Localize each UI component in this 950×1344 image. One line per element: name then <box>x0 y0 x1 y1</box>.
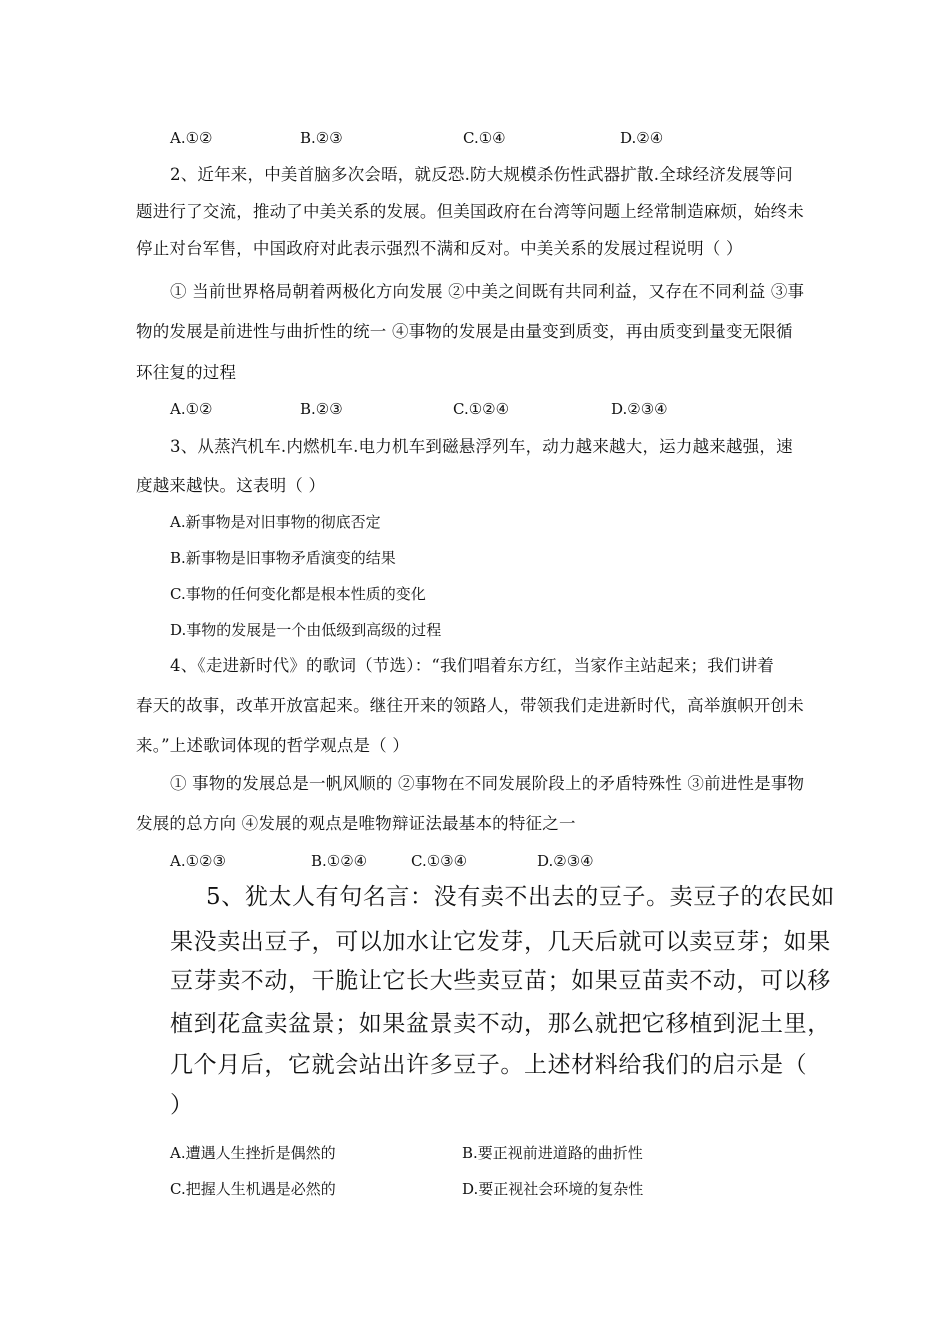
q3-option-d: D.事物的发展是一个由低级到高级的过程 <box>170 621 442 639</box>
q2-option-a: A.①② <box>170 400 213 418</box>
q4-statement-line-1: ① 事物的发展总是一帆风顺的 ②事物在不同发展阶段上的矛盾特殊性 ③前进性是事物 <box>170 774 805 793</box>
q1-option-b: B.②③ <box>300 129 343 147</box>
q5-stem-line-5: 几个月后，它就会站出许多豆子。上述材料给我们的启示是（ <box>170 1052 808 1078</box>
q4-stem-line-1: 4、《走进新时代》的歌词（节选）：“我们唱着东方红，当家作主站起来；我们讲着 <box>170 656 775 675</box>
q5-stem-line-2: 果没卖出豆子，可以加水让它发芽，几天后就可以卖豆芽；如果 <box>170 929 831 955</box>
q2-statement-line-3: 环往复的过程 <box>136 363 237 382</box>
q5-option-d: D.要正视社会环境的复杂性 <box>462 1180 644 1198</box>
q2-stem-line-2: 题进行了交流，推动了中美关系的发展。但美国政府在台湾等问题上经常制造麻烦，始终未 <box>136 202 804 221</box>
q2-statement-line-2: 物的发展是前进性与曲折性的统一 ④事物的发展是由量变到质变，再由质变到量变无限循 <box>136 322 793 341</box>
q5-stem-line-6: ） <box>170 1092 194 1118</box>
q3-option-a: A.新事物是对旧事物的彻底否定 <box>170 513 381 531</box>
q4-option-c: C.①③④ <box>411 852 468 870</box>
q2-statement-line-1: ① 当前世界格局朝着两极化方向发展 ②中美之间既有共同利益，又存在不同利益 ③事 <box>170 282 805 301</box>
q2-option-c: C.①②④ <box>453 400 510 418</box>
q5-option-b: B.要正视前进道路的曲折性 <box>462 1144 643 1162</box>
q4-stem-line-3: 来。”上述歌词体现的哲学观点是（ ） <box>136 736 410 755</box>
q4-option-d: D.②③④ <box>537 852 594 870</box>
q4-statement-line-2: 发展的总方向 ④发展的观点是唯物辩证法最基本的特征之一 <box>136 814 576 833</box>
q4-option-b: B.①②④ <box>311 852 368 870</box>
q5-stem-line-1: 5、犹太人有句名言：没有卖不出去的豆子。卖豆子的农民如 <box>206 884 835 910</box>
q2-stem-line-3: 停止对台军售，中国政府对此表示强烈不满和反对。中美关系的发展过程说明（ ） <box>136 239 743 258</box>
q3-option-b: B.新事物是旧事物矛盾演变的结果 <box>170 549 396 567</box>
q5-stem-line-3: 豆芽卖不动，干脆让它长大些卖豆苗；如果豆苗卖不动，可以移 <box>170 968 831 994</box>
q1-option-d: D.②④ <box>620 129 664 147</box>
q3-stem-line-2: 度越来越快。这表明（ ） <box>136 476 326 495</box>
q5-option-a: A.遭遇人生挫折是偶然的 <box>170 1144 336 1162</box>
q4-stem-line-2: 春天的故事，改革开放富起来。继往开来的领路人，带领我们走进新时代，高举旗帜开创未 <box>136 696 804 715</box>
q2-option-b: B.②③ <box>300 400 343 418</box>
q1-option-a: A.①② <box>170 129 213 147</box>
q3-stem-line-1: 3、从蒸汽机车.内燃机车.电力机车到磁悬浮列车，动力越来越大，运力越来越强，速 <box>170 437 793 456</box>
q5-stem-line-4: 植到花盒卖盆景；如果盆景卖不动，那么就把它移植到泥土里， <box>170 1011 831 1037</box>
q2-stem-line-1: 2、近年来，中美首脑多次会晤，就反恐.防大规模杀伤性武器扩散.全球经济发展等问 <box>170 165 793 184</box>
q4-option-a: A.①②③ <box>170 852 226 870</box>
q1-option-c: C.①④ <box>463 129 506 147</box>
q2-option-d: D.②③④ <box>611 400 668 418</box>
q5-option-c: C.把握人生机遇是必然的 <box>170 1180 336 1198</box>
q3-option-c: C.事物的任何变化都是根本性质的变化 <box>170 585 426 603</box>
